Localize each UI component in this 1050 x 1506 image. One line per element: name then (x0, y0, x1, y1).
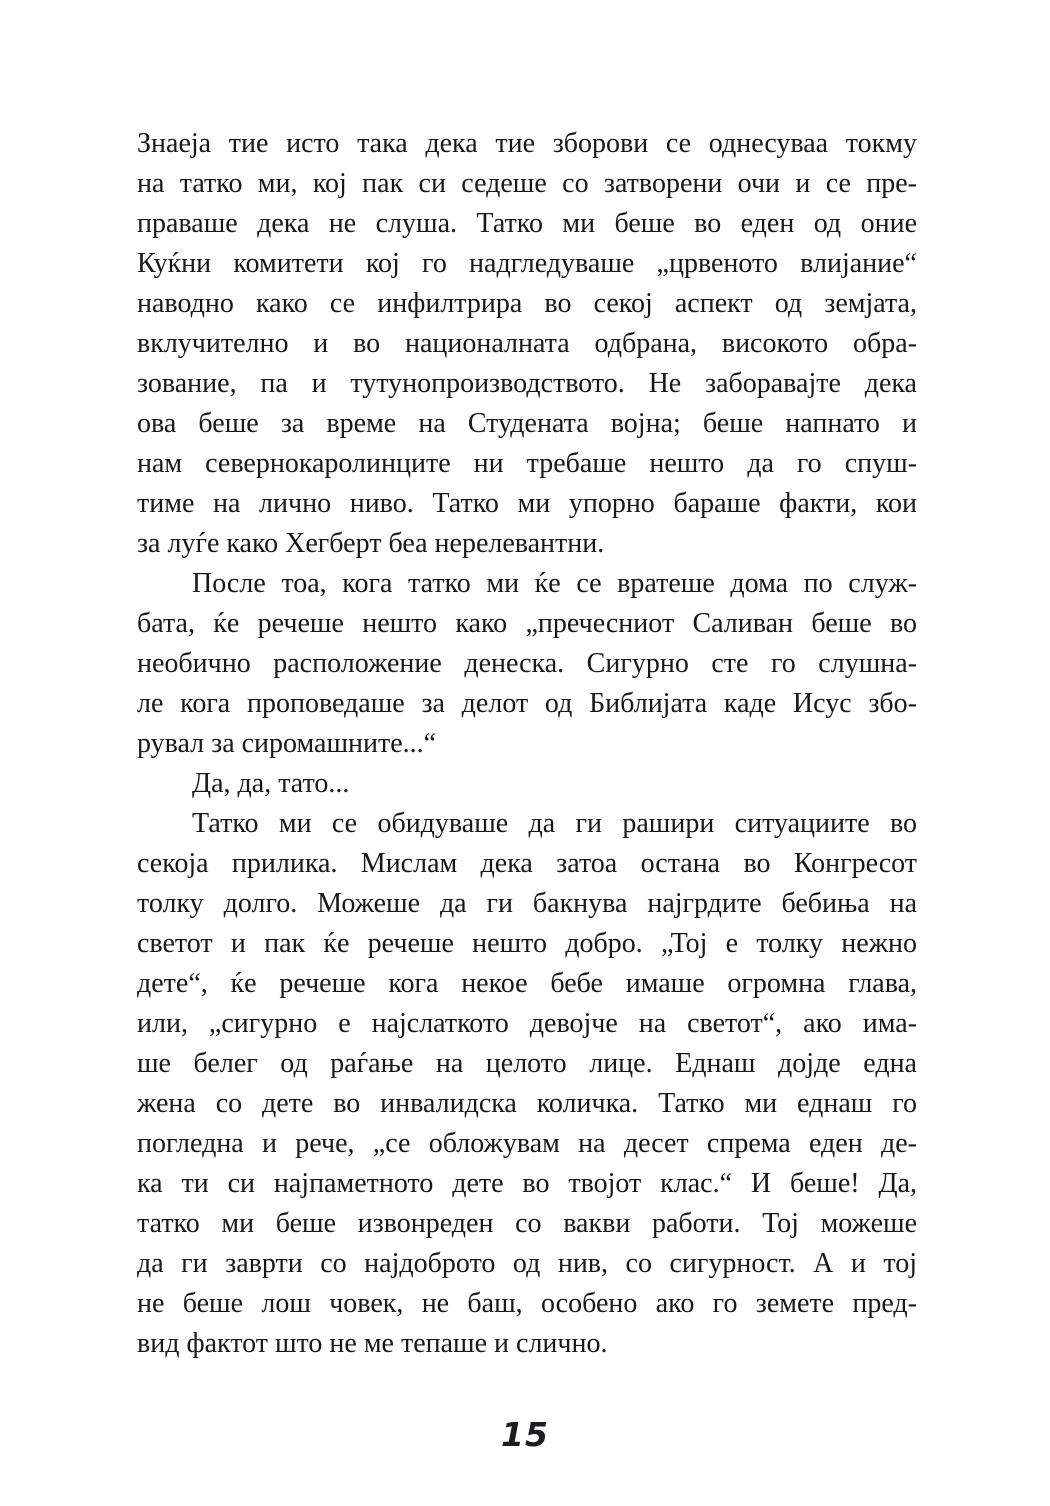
text-line: вид фактот што не ме тепаше и слично. (137, 1328, 608, 1359)
text-line: светот и пак ќе речеше нешто добро. „Тој е толку нежно (137, 928, 917, 959)
text-line: нам севернокаролинците ни требаше нешто да го спуш- (137, 448, 917, 479)
paragraph (137, 804, 917, 1364)
text-line: тиме на лично ниво. Татко ми упорно бараше факти, кои (137, 488, 917, 519)
text-line: да ги заврти со најдоброто од нив, со сигурност. А и тој (137, 1248, 917, 1279)
text-line: ше белег од раѓање на целото лице. Еднаш дојде една (137, 1048, 917, 1079)
text-line: вклучително и во националната одбрана, високото обра- (137, 328, 917, 359)
paragraph (137, 764, 917, 804)
text-line: на татко ми, кој пак си седеше со затворени очи и се пре- (137, 168, 917, 199)
text-line: Куќни комитети кој го надгледуваше „црвеното влијание“ (137, 248, 917, 279)
text-line: секоја прилика. Мислам дека затоа остана во Конгресот (137, 848, 917, 879)
text-line: зование, па и тутунопроизводството. Не заборавајте дека (137, 368, 917, 399)
text-line: После тоа, кога татко ми ќе се вратеше дома по служ- (192, 568, 917, 599)
text-line: праваше дека не слуша. Татко ми беше во еден од оние (137, 208, 917, 239)
text-line: наводно како се инфилтрира во секој аспект од земјата, (137, 288, 917, 319)
text-line: или, „сигурно е најслаткото девојче на светот“, ако има- (137, 1008, 917, 1039)
text-line: Татко ми се обидуваше да ги рашири ситуациите во (192, 808, 917, 839)
paragraph (137, 124, 917, 564)
text-line: рувал за сиромашните...“ (137, 728, 437, 759)
text-line: Да, да, тато... (192, 768, 350, 799)
text-line: ка ти си најпаметното дете во твојот клас.“ И беше! Да, (137, 1168, 917, 1199)
text-line: Знаеја тие исто така дека тие зборови се однесуваа токму (137, 128, 917, 159)
page-number: 15 (501, 1415, 549, 1454)
text-line: необично расположение денеска. Сигурно сте го слушна- (137, 648, 917, 679)
paragraph (137, 564, 917, 764)
text-line: не беше лош човек, не баш, особено ако го земете пред- (137, 1288, 917, 1319)
text-line: ле кога проповедаше за делот од Библијата каде Исус збо- (137, 688, 917, 719)
text-line: погледна и рече, „се обложувам на десет спрема еден де- (137, 1128, 917, 1159)
text-line: дете“, ќе речеше кога некое бебе имаше огромна глава, (137, 968, 917, 999)
text-line: толку долго. Можеше да ги бакнува најгрдите бебиња на (137, 888, 917, 919)
text-line: жена со дете во инвалидска количка. Татко ми еднаш го (137, 1088, 917, 1119)
text-line: татко ми беше извонреден со вакви работи. Тој можеше (137, 1208, 917, 1239)
text-line: ова беше за време на Студената војна; беше напнато и (137, 408, 917, 439)
text-line: бата, ќе речеше нешто како „пречесниот Саливан беше во (137, 608, 917, 639)
text-line: за луѓе како Хегберт беа нерелевантни. (137, 528, 605, 559)
page-text (137, 124, 917, 1364)
